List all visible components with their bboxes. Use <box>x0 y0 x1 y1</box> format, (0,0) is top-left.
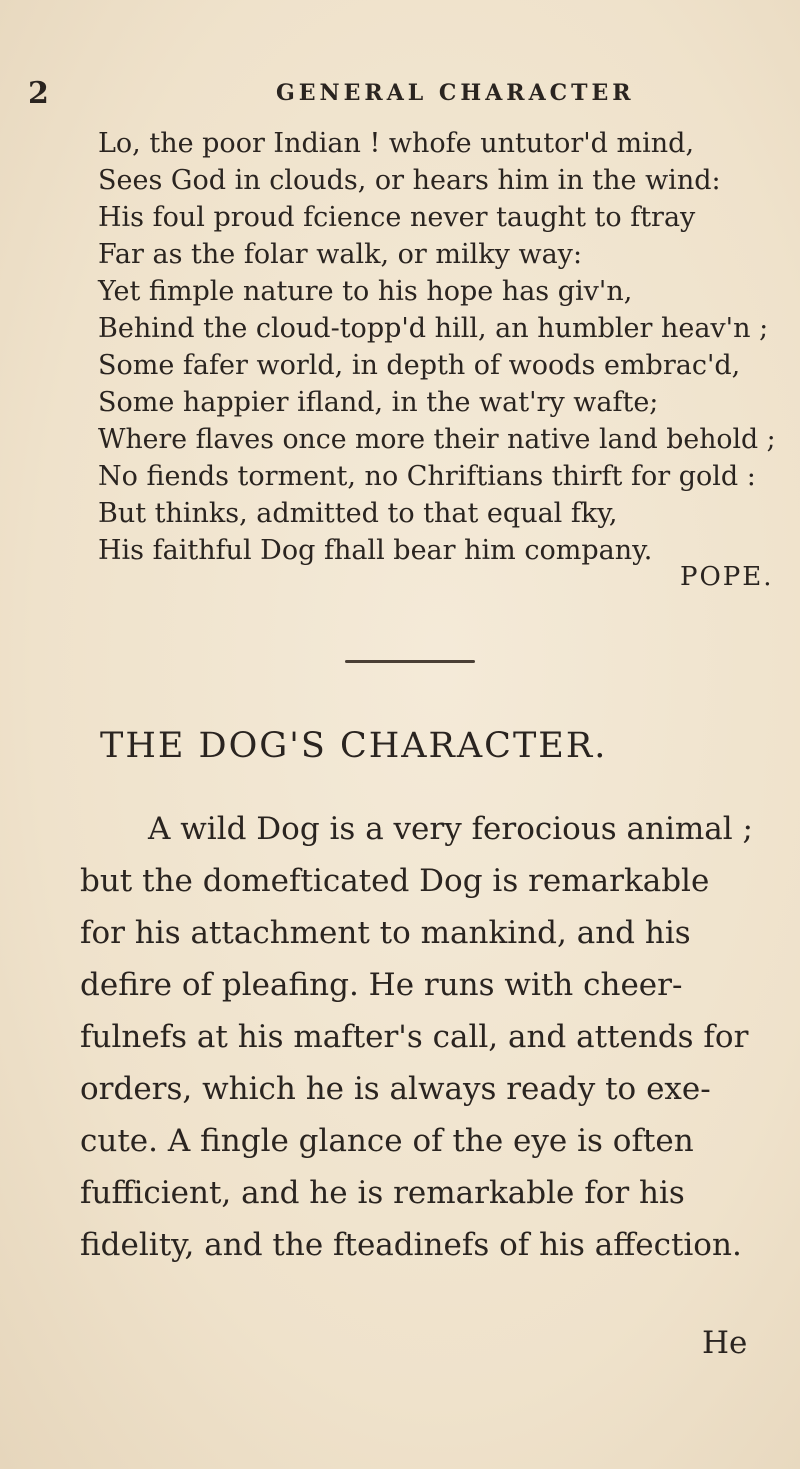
prose-line: for his attachment to mankind, and his <box>80 915 691 951</box>
poem-line: Where flaves once more their native land behold ; <box>98 424 776 455</box>
prose-line: but the domefticated Dog is remarkable <box>80 863 710 899</box>
prose-line: fulnefs at his mafter's call, and attends for <box>80 1019 749 1055</box>
page-number: 2 <box>28 76 49 111</box>
section-divider <box>345 660 475 663</box>
poem-line: Far as the folar walk, or milky way: <box>98 239 583 270</box>
poem-line: His faithful Dog fhall bear him company. <box>98 535 653 566</box>
catchword: He <box>702 1325 748 1361</box>
prose-line: fufficient, and he is remarkable for his <box>80 1175 685 1211</box>
poem-line: Some happier ifland, in the wat'ry wafte; <box>98 387 659 418</box>
poem-line: Yet fimple nature to his hope has giv'n, <box>98 276 633 307</box>
prose-line: fidelity, and the fteadinefs of his affection. <box>80 1227 742 1263</box>
prose-line: defire of pleafing. He runs with cheer- <box>80 967 683 1003</box>
poem-line: No fiends torment, no Chriftians thirft for gold : <box>98 461 756 492</box>
running-head: GENERAL CHARACTER <box>276 80 635 106</box>
poem-line: Sees God in clouds, or hears him in the wind: <box>98 165 721 196</box>
prose-line: A wild Dog is a very ferocious animal ; <box>148 811 753 847</box>
section-title: THE DOG'S CHARACTER. <box>100 726 608 766</box>
poem-line: But thinks, admitted to that equal fky, <box>98 498 618 529</box>
poem-attribution: POPE. <box>680 562 774 592</box>
poem-line: Some fafer world, in depth of woods embrac'd, <box>98 350 741 381</box>
poem-line: His foul proud fcience never taught to ftray <box>98 202 696 233</box>
prose-line: orders, which he is always ready to exe- <box>80 1071 711 1107</box>
page-header <box>28 76 768 116</box>
poem-line: Lo, the poor Indian ! whofe untutor'd mind, <box>98 128 695 159</box>
prose-line: cute. A fingle glance of the eye is often <box>80 1123 694 1159</box>
poem-line: Behind the cloud-topp'd hill, an humbler heav'n ; <box>98 313 769 344</box>
